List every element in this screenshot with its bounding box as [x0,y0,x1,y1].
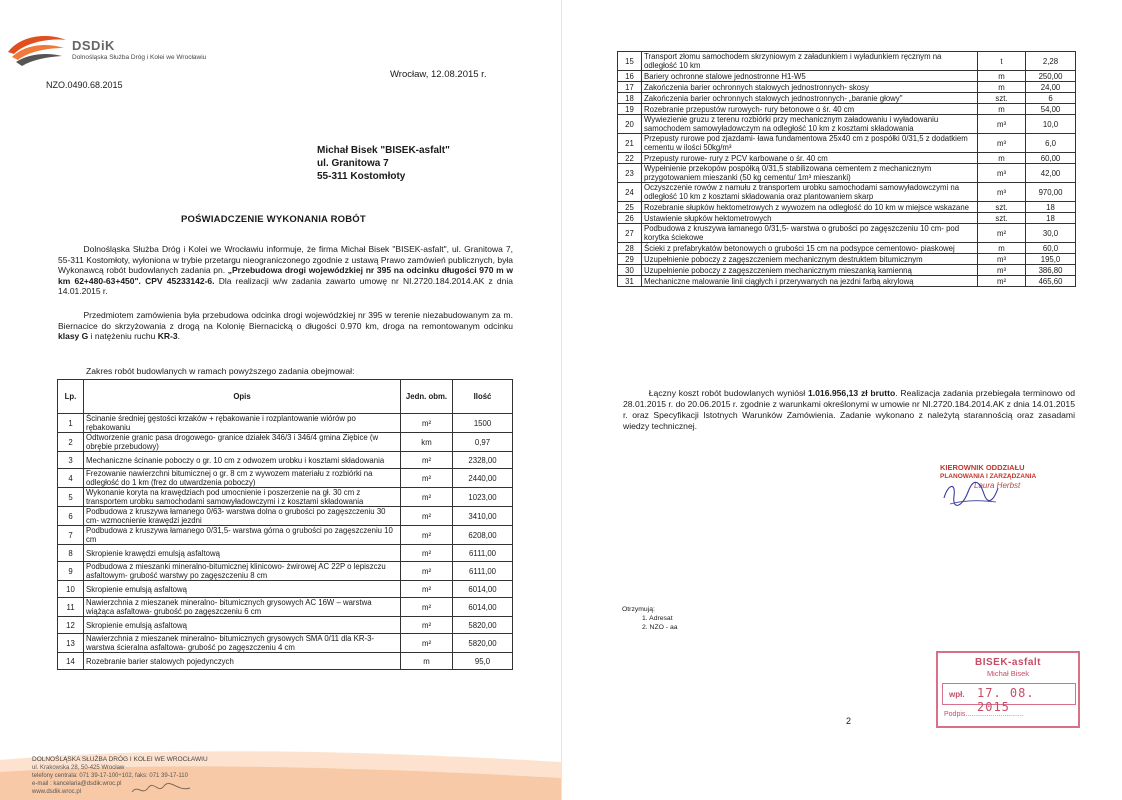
row-number: 12 [58,617,84,634]
table-row [58,617,513,634]
row-number: 16 [618,71,642,82]
subject-text-1: Przedmiotem zamówienia była przebudowa odcinka drogi wojewódzkiej nr 395 w terenie niezabudowanym za m. Biernacice do skrzyżowania z drogą na Kolonię Biernacicką o długości 0.970 km, droga na remontowanym odcinku [58,310,513,331]
intro-paragraph [58,244,513,297]
company-stamp-signature-line: Podpis.............................. [944,711,1024,718]
row-number: 5 [58,488,84,507]
table-row [618,213,1076,224]
row-description: Bariery ochronne stalowe jednostronne H1-W5 [642,71,978,82]
row-number: 13 [58,634,84,653]
table-row [58,433,513,452]
table-row [618,104,1076,115]
row-quantity: 195,0 [1026,254,1076,265]
official-stamp-name: Laura Herbst [974,481,1021,490]
table-row [58,545,513,562]
row-unit: m² [401,414,453,433]
row-description: Frezowanie nawierzchni bitumicznej o gr. 8 cm z wywozem materiału z rozbiórki na odległość do 1 km (frez do utwardzenia poboczy) [84,469,401,488]
row-quantity: 95,0 [453,653,513,670]
row-unit: m³ [978,115,1026,134]
footer-signature-icon [128,780,198,798]
row-description: Transport złomu samochodem skrzyniowym z załadunkiem i wyładunkiem ręcznym na odległość 10 km [642,52,978,71]
row-unit: m³ [978,164,1026,183]
row-number: 1 [58,414,84,433]
row-description: Skropienie emulsją asfaltową [84,617,401,634]
table-row [618,115,1076,134]
row-number: 23 [618,164,642,183]
row-description: Wypełnienie przekopów pospółką 0/31,5 stabilizowana cementem z mechanicznym przygotowaniem mieszanki (50 kg cementu/ 1m³ mieszanki) [642,164,978,183]
row-number: 4 [58,469,84,488]
header-unit: Jedn. obm. [401,380,453,414]
row-quantity: 1500 [453,414,513,433]
row-description: Zakończenia barier ochronnych stalowych jednostronnych- skosy [642,82,978,93]
recipients-list [622,605,678,632]
recipients-label: Otrzymują: [622,606,655,613]
recipient-line-3: 55-311 Kostomłoty [317,171,406,182]
row-quantity: 2328,00 [453,452,513,469]
row-description: Podbudowa z mieszanki mineralno-bitumicznej klinicowo- żwirowej AC 22P o lepiszczu asfaltowym- grubość warstwy po zagęszczeniu 8 cm [84,562,401,581]
table-row [618,265,1076,276]
header-lp: Lp. [58,380,84,414]
row-unit: m² [401,598,453,617]
row-description: Zakończenia barier ochronnych stalowych jednostronnych- „baranie głowy" [642,93,978,104]
footer-web: www.dsdik.wroc.pl [32,789,82,795]
summary-paragraph [623,388,1075,432]
row-quantity: 24,00 [1026,82,1076,93]
row-quantity: 6014,00 [453,581,513,598]
table-row [618,164,1076,183]
row-unit: m [978,104,1026,115]
row-description: Wykonanie koryta na krawędziach pod umocnienie i poszerzenie na gł. 30 cm z transportem urobku samochodami samowyładowczymi i z kosztami składowania [84,488,401,507]
row-quantity: 6 [1026,93,1076,104]
row-unit: m² [401,634,453,653]
row-quantity: 6111,00 [453,545,513,562]
footer-address: ul. Krakowska 28, 50-425 Wrocław [32,765,125,771]
row-number: 24 [618,183,642,202]
row-unit: m² [401,469,453,488]
row-description: Wywiezienie gruzu z terenu rozbiórki przy mechanicznym załadowaniu i wyładowaniu samochodem samowyładowczym na odległość 10 km z kosztami składowania [642,115,978,134]
received-date: 17. 08. 2015 [977,686,1035,714]
row-description: Rozebranie przepustów rurowych- rury betonowe o śr. 40 cm [642,104,978,115]
row-description: Oczyszczenie rowów z namułu z transportem urobku samochodami samowyładowczymi na odległość 10 km z kosztami składowania oraz plantowaniem skarp [642,183,978,202]
row-unit: m² [401,507,453,526]
row-unit: m² [401,581,453,598]
recipient-item-1: 1. Adresat [642,615,673,622]
summary-text-1: Łączny koszt robót budowlanych wyniósł [648,388,808,398]
row-description: Rozebranie barier stalowych pojedynczych [84,653,401,670]
row-quantity: 60,0 [1026,243,1076,254]
recipient-item-2: 2. NZO - aa [642,624,678,631]
row-description: Rozebranie słupków hektometrowych z wywozem na odległość do 10 km w miejsce wskazane [642,202,978,213]
logo-name: DSDiK [72,38,115,53]
summary-total-cost: 1.016.956,13 zł brutto [807,388,896,398]
row-description: Skropienie emulsją asfaltową [84,581,401,598]
company-stamp-date-box [942,683,1076,714]
row-number: 26 [618,213,642,224]
row-description: Przepusty rurowe- rury z PCV karbowane o śr. 40 cm [642,153,978,164]
row-number: 9 [58,562,84,581]
row-number: 31 [618,276,642,287]
row-unit: m [978,82,1026,93]
company-stamp-name: BISEK-asfalt [974,657,1041,668]
table-row [618,93,1076,104]
works-table-part-1 [57,379,513,670]
table-row [618,183,1076,202]
row-number: 15 [618,52,642,71]
row-quantity: 2,28 [1026,52,1076,71]
subject-text-2: i natężeniu ruchu [88,331,158,341]
official-signature-icon [940,478,1000,510]
row-description: Ustawienie słupków hektometrowych [642,213,978,224]
row-unit: km [401,433,453,452]
row-quantity: 18 [1026,202,1076,213]
recipient-line-1: Michał Bisek "BISEK-asfalt" [317,145,450,156]
table-row [58,653,513,670]
table-row [58,469,513,488]
row-number: 2 [58,433,84,452]
table-row [58,488,513,507]
row-quantity: 0,97 [453,433,513,452]
subject-bold-traffic: KR-3 [157,331,178,341]
row-quantity: 250,00 [1026,71,1076,82]
row-quantity: 42,00 [1026,164,1076,183]
page-2 [561,0,1122,800]
row-number: 14 [58,653,84,670]
row-quantity: 2440,00 [453,469,513,488]
row-number: 3 [58,452,84,469]
row-unit: szt. [978,93,1026,104]
row-number: 7 [58,526,84,545]
row-unit: m [978,71,1026,82]
letter-date: Wrocław, 12.08.2015 r. [390,69,487,80]
scope-title: Zakres robót budowlanych w ramach powyższego zadania obejmował: [86,366,355,376]
footer-org-name: DOLNOŚLĄSKA SŁUŻBA DRÓG I KOLEI WE WROCŁAWIU [32,756,208,763]
row-quantity: 386,80 [1026,265,1076,276]
row-description: Uzupełnienie poboczy z zagęszczeniem mechanicznym mieszanką kamienną [642,265,978,276]
table-row [618,71,1076,82]
row-description: Uzupełnienie poboczy z zagęszczeniem mechanicznym destruktem bitumicznym [642,254,978,265]
row-number: 18 [618,93,642,104]
row-unit: szt. [978,213,1026,224]
subject-bold-class: klasy G [58,331,89,341]
row-quantity: 5820,00 [453,617,513,634]
table-row [58,507,513,526]
intro-bold-task: „Przebudowa drogi wojewódzkiej nr 395 na odcinku długości 970 m w km 62+480-63+450". CPV 45233142-6. [58,265,513,286]
row-description: Mechaniczne ścinanie poboczy o gr. 10 cm z odwozem urobku i kosztami składowania [84,452,401,469]
table-row [618,82,1076,93]
table-row [618,52,1076,71]
row-unit: m³ [978,183,1026,202]
company-stamp-owner: Michał Bisek [986,669,1030,678]
table-row [618,243,1076,254]
row-quantity: 6208,00 [453,526,513,545]
row-number: 17 [618,82,642,93]
table-row [618,134,1076,153]
row-quantity: 6014,00 [453,598,513,617]
row-number: 22 [618,153,642,164]
header-desc: Opis [84,380,401,414]
row-number: 11 [58,598,84,617]
table-row [618,202,1076,213]
row-unit: m³ [978,254,1026,265]
row-unit: m² [401,488,453,507]
footer-phone: telefony centrala: 071 39-17-100÷102, faks: 071 39-17-110 [32,773,188,779]
row-quantity: 60,00 [1026,153,1076,164]
row-description: Podbudowa z kruszywa łamanego 0/31,5- warstwa o grubości po zagęszczeniu 10 cm- pod korytka ściekowe [642,224,978,243]
row-number: 10 [58,581,84,598]
company-receipt-stamp [936,651,1080,728]
received-label: wpł. [949,690,965,699]
row-unit: m² [401,526,453,545]
row-quantity: 10,0 [1026,115,1076,134]
official-stamp-dept: PLANOWANIA I ZARZĄDZANIA [940,473,1037,480]
row-unit: m² [401,617,453,634]
row-quantity: 465,60 [1026,276,1076,287]
document-title: POŚWIADCZENIE WYKONANIA ROBÓT [181,214,366,225]
table-row [618,224,1076,243]
intro-text-2: Dla realizacji w/w zadania zawarto umowę nr NI.2720.184.2014.AK z dnia 14.01.2015 r. [58,275,513,296]
row-unit: m² [401,562,453,581]
row-number: 25 [618,202,642,213]
row-number: 21 [618,134,642,153]
table-row [618,254,1076,265]
footer-email: e-mail : kancelaria@dsdik.wroc.pl [32,781,122,787]
row-unit: szt. [978,202,1026,213]
row-unit: m² [978,224,1026,243]
row-unit: t [978,52,1026,71]
row-quantity: 6111,00 [453,562,513,581]
row-unit: m³ [978,134,1026,153]
recipient-line-2: ul. Granitowa 7 [317,158,389,169]
row-description: Podbudowa z kruszywa łamanego 0/31,5- warstwa górna o grubości po zagęszczeniu 10 cm [84,526,401,545]
row-number: 29 [618,254,642,265]
row-number: 30 [618,265,642,276]
row-unit: m [978,153,1026,164]
table-row [58,452,513,469]
table-row [58,526,513,545]
table-row [58,598,513,617]
row-number: 20 [618,115,642,134]
row-description: Nawierzchnia z mieszanek mineralno- bitumicznych grysowych SMA 0/11 dla KR-3- warstwa ścieralna asfaltowa- grubość po zagęszczeniu 4 cm [84,634,401,653]
row-description: Podbudowa z kruszywa łamanego 0/63- warstwa dolna o grubości po zagęszczeniu 30 cm- wzmocnienie krawędzi jezdni [84,507,401,526]
row-description: Odtworzenie granic pasa drogowego- granice działek 346/3 i 346/4 gmina Ziębice (w obrębie przebudowy) [84,433,401,452]
row-quantity: 1023,00 [453,488,513,507]
table-row [58,581,513,598]
intro-text-1: Dolnośląska Służba Dróg i Kolei we Wrocławiu informuje, że firma Michał Bisek "BISEK-asfalt", ul. Granitowa 7, 55-311 Kostomłoty, wyłoniona w trybie przetargu nieograniczonego zgodnie z ustawą Prawo zamówień publicznych, była Wykonawcą robót budowlanych zadania pn. [58,244,513,275]
row-description: Ścinanie średniej gęstości krzaków + rębakowanie i rozplantowanie wiórów po rębakowaniu [84,414,401,433]
row-unit: m² [401,452,453,469]
row-unit: m [978,243,1026,254]
row-description: Przepusty rurowe pod zjazdami- ława fundamentowa 25x40 cm z pospółki 0/31,5 z dodatkiem cementu w ilości 50kg/m³ [642,134,978,153]
recipient-address [317,144,450,183]
row-quantity: 6,0 [1026,134,1076,153]
table-row [58,414,513,433]
subject-text-3: . [177,331,180,341]
row-number: 27 [618,224,642,243]
official-stamp-title: KIEROWNIK ODDZIAŁU [940,463,1025,472]
reference-number: NZO.0490.68.2015 [46,80,123,90]
works-table-part-2 [617,51,1076,287]
table-header-row [58,380,513,414]
row-unit: m² [401,545,453,562]
letterhead-footer [0,748,561,800]
row-number: 8 [58,545,84,562]
row-quantity: 3410,00 [453,507,513,526]
subject-paragraph [58,310,513,342]
row-number: 6 [58,507,84,526]
table-row [58,562,513,581]
page-number: 2 [846,716,852,726]
dsdik-logo-icon [6,30,68,68]
row-quantity: 30,0 [1026,224,1076,243]
logo-text [72,38,206,61]
row-number: 19 [618,104,642,115]
row-quantity: 970,00 [1026,183,1076,202]
row-unit: m [401,653,453,670]
summary-text-2: . Realizacja zadania przebiegała terminowo od 28.01.2015 r. do 20.06.2015 r. zgodnie z warunkami określonymi w umowie nr NI.2720.184.2014.AK z dnia 14.01.2015 r. oraz Specyfikacji Istotnych Warunków Zamówienia. Zadanie wykonano z należytą starannością oraz zasadami wiedzy technicznej. [623,388,1075,431]
logo-subtitle: Dolnośląska Służba Dróg i Kolei we Wrocławiu [72,54,207,61]
row-number: 28 [618,243,642,254]
row-description: Nawierzchnia z mieszanek mineralno- bitumicznych grysowych AC 16W – warstwa wiążąca asfaltowa- grubość po zagęszczeniu 6 cm [84,598,401,617]
row-description: Skropienie krawędzi emulsją asfaltową [84,545,401,562]
header-qty: Ilość [453,380,513,414]
row-unit: m² [978,276,1026,287]
table-row [618,153,1076,164]
table-row [58,634,513,653]
row-quantity: 5820,00 [453,634,513,653]
row-description: Ścieki z prefabrykatów betonowych o grubości 15 cm na podsypce cementowo- piaskowej [642,243,978,254]
table-row [618,276,1076,287]
row-description: Mechaniczne malowanie linii ciągłych i przerywanych na jezdni farbą akrylową [642,276,978,287]
row-quantity: 18 [1026,213,1076,224]
row-unit: m³ [978,265,1026,276]
row-quantity: 54,00 [1026,104,1076,115]
